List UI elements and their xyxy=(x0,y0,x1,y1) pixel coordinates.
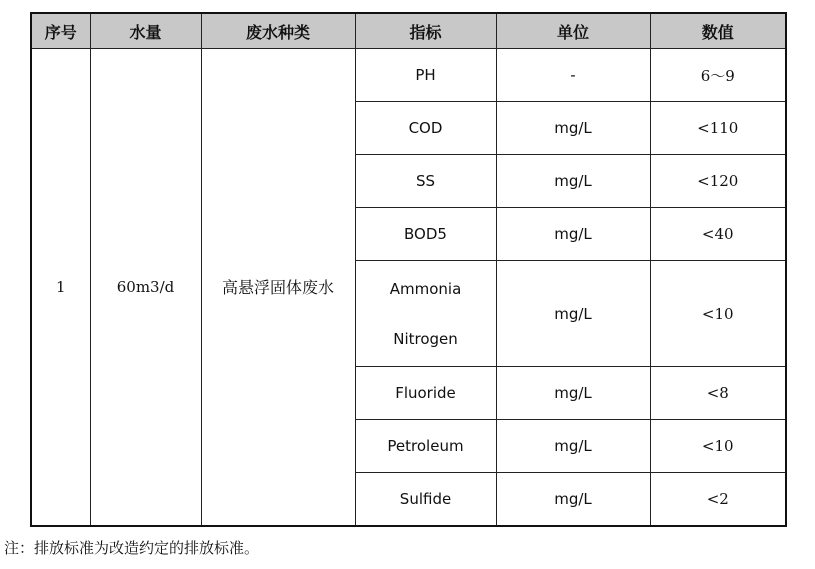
header-wastewater-type: 废水种类 xyxy=(201,13,355,49)
indicator-cell xyxy=(355,261,496,367)
unit-cell: mg/L xyxy=(496,208,650,261)
value-cell: <120 xyxy=(650,155,786,208)
indicator-cell: PH xyxy=(355,49,496,102)
volume-cell: 60m3/d xyxy=(90,49,201,526)
indicator-cell: Petroleum xyxy=(355,420,496,473)
indicator-cell: Fluoride xyxy=(355,367,496,420)
indicator-cell: BOD5 xyxy=(355,208,496,261)
wastewater-type-cell: 高悬浮固体废水 xyxy=(201,49,355,526)
footnote: 注：排放标准为改造约定的排放标准。 xyxy=(4,539,260,557)
header-indicator: 指标 xyxy=(355,13,496,49)
indicator-cell: Sulfide xyxy=(355,473,496,526)
indicator-line-1: Ammonia xyxy=(389,279,462,298)
header-unit: 单位 xyxy=(496,13,650,49)
unit-cell: mg/L xyxy=(496,367,650,420)
value-cell: 6～9 xyxy=(650,49,786,102)
value-cell: <10 xyxy=(650,261,786,367)
header-volume: 水量 xyxy=(90,13,201,49)
unit-cell: mg/L xyxy=(496,155,650,208)
unit-cell: mg/L xyxy=(496,261,650,367)
table-row xyxy=(31,49,786,102)
indicator-cell: COD xyxy=(355,102,496,155)
value-cell: <40 xyxy=(650,208,786,261)
unit-cell: mg/L xyxy=(496,102,650,155)
value-cell: <110 xyxy=(650,102,786,155)
header-value: 数值 xyxy=(650,13,786,49)
unit-cell: mg/L xyxy=(496,420,650,473)
unit-cell: mg/L xyxy=(496,473,650,526)
unit-cell: - xyxy=(496,49,650,102)
row-index-cell: 1 xyxy=(31,49,90,526)
value-cell: <10 xyxy=(650,420,786,473)
header-row xyxy=(31,13,786,49)
header-index: 序号 xyxy=(31,13,90,49)
indicator-line-2: Nitrogen xyxy=(393,329,458,348)
value-cell: <8 xyxy=(650,367,786,420)
indicator-cell: SS xyxy=(355,155,496,208)
value-cell: <2 xyxy=(650,473,786,526)
discharge-standard-table xyxy=(30,12,787,527)
